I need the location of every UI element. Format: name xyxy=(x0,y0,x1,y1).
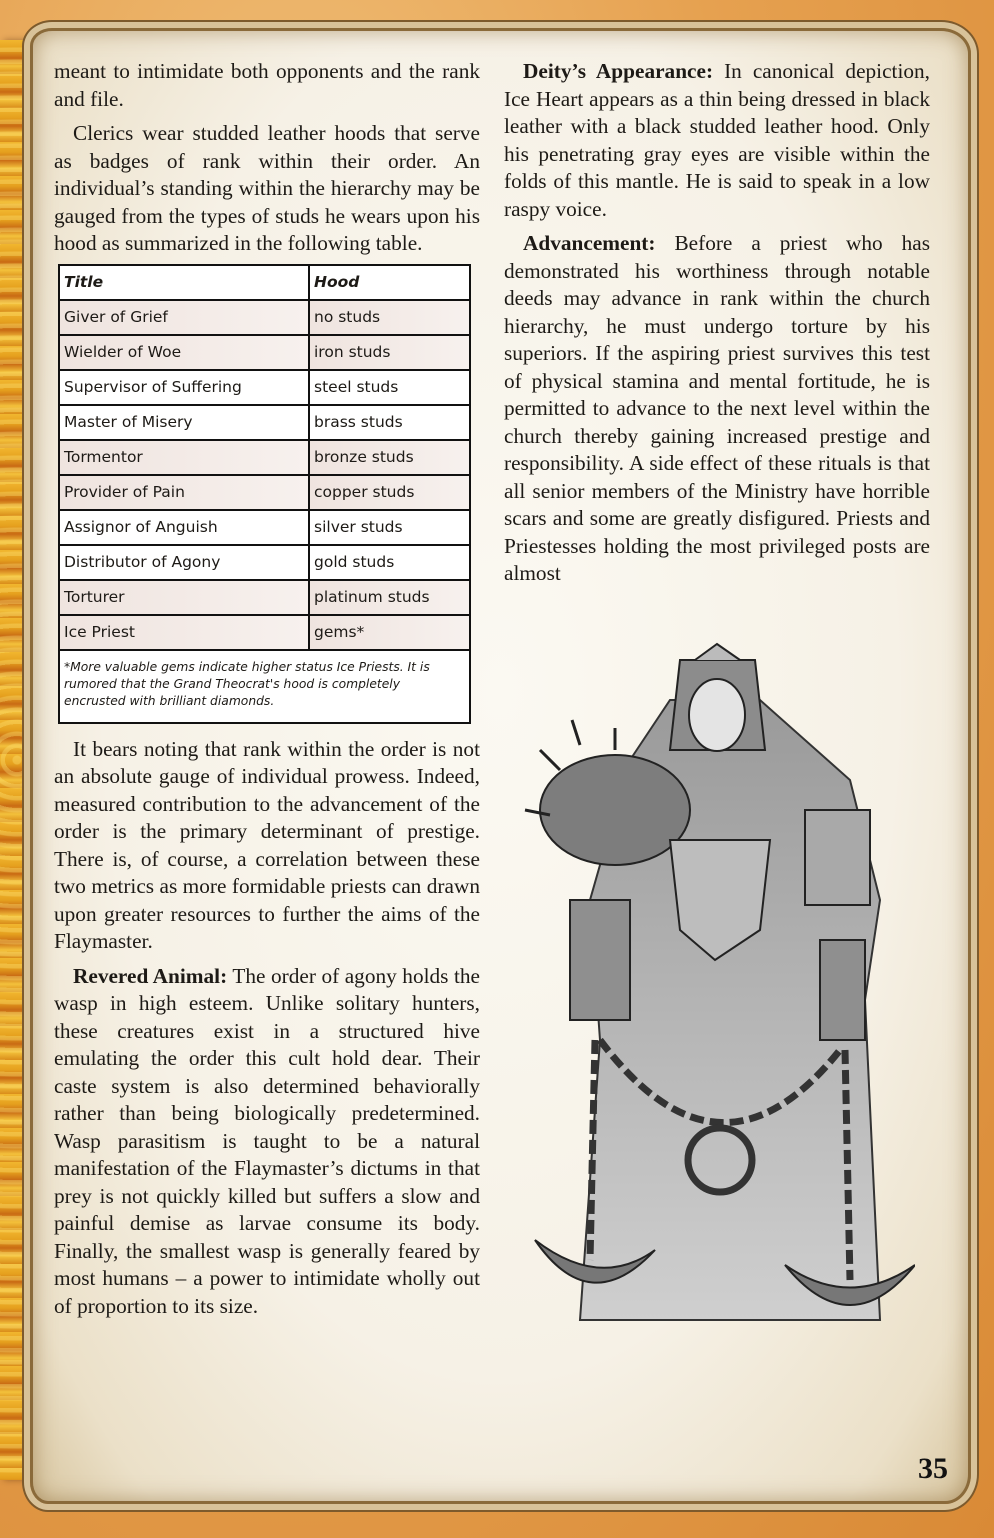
paragraph-rank-prowess: It bears noting that rank within the order is not an absolute gauge of individual prowess. Indeed, measured contribution to the advancement of the order is the primary determinant of prestige. There is, of course, a correlation between these two metrics as more formidable priests can drawn upon greater resources to further the aims of the Flaymaster. xyxy=(54,736,480,953)
rank-title: Giver of Grief xyxy=(59,300,309,335)
table-row xyxy=(59,370,470,405)
armored-priest-icon xyxy=(520,640,915,1430)
revered-animal-text: The order of agony holds the wasp in high esteem. Unlike solitary hunters, these creatures exist in a structured hive emulating the order this cult hold dear. Their caste system is also determined behaviorally rather than being biologically predetermined. Wasp parasitism is taught to be a natural manifestation of the Flaymaster’s dictums in that prey is not quickly killed but suffers a slow and painful demise as larvae consume its body. Finally, the smallest wasp is generally feared by most humans – a power to intimidate wholly out of proportion to its size. xyxy=(54,963,480,1318)
rank-hood: copper studs xyxy=(309,475,470,510)
rank-title: Supervisor of Suffering xyxy=(59,370,309,405)
rank-title: Tormentor xyxy=(59,440,309,475)
rank-hood-table xyxy=(58,264,471,724)
table-row xyxy=(59,475,470,510)
rank-title: Distributor of Agony xyxy=(59,545,309,580)
heading-deity-appearance: Deity’s Appearance: xyxy=(523,59,714,83)
rank-hood: brass studs xyxy=(309,405,470,440)
table-row xyxy=(59,405,470,440)
heading-advancement: Advancement: xyxy=(523,231,656,255)
paragraph-deity-appearance xyxy=(504,58,930,223)
table-row xyxy=(59,335,470,370)
priest-illustration xyxy=(520,640,915,1430)
rank-title: Master of Misery xyxy=(59,405,309,440)
rank-title: Provider of Pain xyxy=(59,475,309,510)
paragraph-revered-animal xyxy=(54,963,480,1321)
right-column xyxy=(504,58,930,588)
table-row xyxy=(59,615,470,650)
table-footnote-row xyxy=(59,650,470,723)
paragraph-clerics-hoods: Clerics wear studded leather hoods that serve as badges of rank within their order. An individual’s standing within the hierarchy may be gauged from the types of studs he wears upon his hood as summarized in the following table. xyxy=(54,121,480,255)
rank-title: Assignor of Anguish xyxy=(59,510,309,545)
table-row xyxy=(59,545,470,580)
table-row xyxy=(59,580,470,615)
rank-title: Ice Priest xyxy=(59,615,309,650)
column-header-title: Title xyxy=(59,265,309,300)
rank-hood: no studs xyxy=(309,300,470,335)
rank-hood: gold studs xyxy=(309,545,470,580)
advancement-text: Before a priest who has demonstrated his worthiness through notable deeds may advance in rank within the church hierarchy, he must undergo torture by his superiors. If the aspiring priest survives this test of physical stamina and mental fortitude, he is permitted to advance to the next level within the church thereby gaining increased prestige and responsibility. A side effect of these rituals is that all senior members of the Ministry have horrible scars and some are greatly disfigured. Priests and Priestesses holding the most privileged posts are almost xyxy=(504,231,930,585)
rank-title: Wielder of Woe xyxy=(59,335,309,370)
heading-revered-animal: Revered Animal: xyxy=(73,963,228,988)
table-footnote: *More valuable gems indicate higher status Ice Priests. It is rumored that the Grand Theocrat's hood is completely encrusted with brilliant diamonds. xyxy=(59,650,470,723)
rank-hood: bronze studs xyxy=(309,440,470,475)
rank-hood: iron studs xyxy=(309,335,470,370)
rank-title: Torturer xyxy=(59,580,309,615)
page-number: 35 xyxy=(918,1452,948,1485)
rank-hood: steel studs xyxy=(309,370,470,405)
rank-hood: silver studs xyxy=(309,510,470,545)
rank-hood: gems* xyxy=(309,615,470,650)
column-header-hood: Hood xyxy=(309,265,470,300)
left-column xyxy=(54,58,480,1320)
table-row xyxy=(59,440,470,475)
table-row xyxy=(59,510,470,545)
table-header-row xyxy=(59,265,470,300)
paragraph-intimidate: meant to intimidate both opponents and the rank and file. xyxy=(54,59,480,111)
paragraph-advancement xyxy=(504,230,930,588)
table-row xyxy=(59,300,470,335)
rank-hood: platinum studs xyxy=(309,580,470,615)
deity-appearance-text: In canonical depiction, Ice Heart appears as a thin being dressed in black leather with a black studded leather hood. Only his penetrating gray eyes are visible within the folds of this mantle. He is said to speak in a low raspy voice. xyxy=(504,59,930,221)
